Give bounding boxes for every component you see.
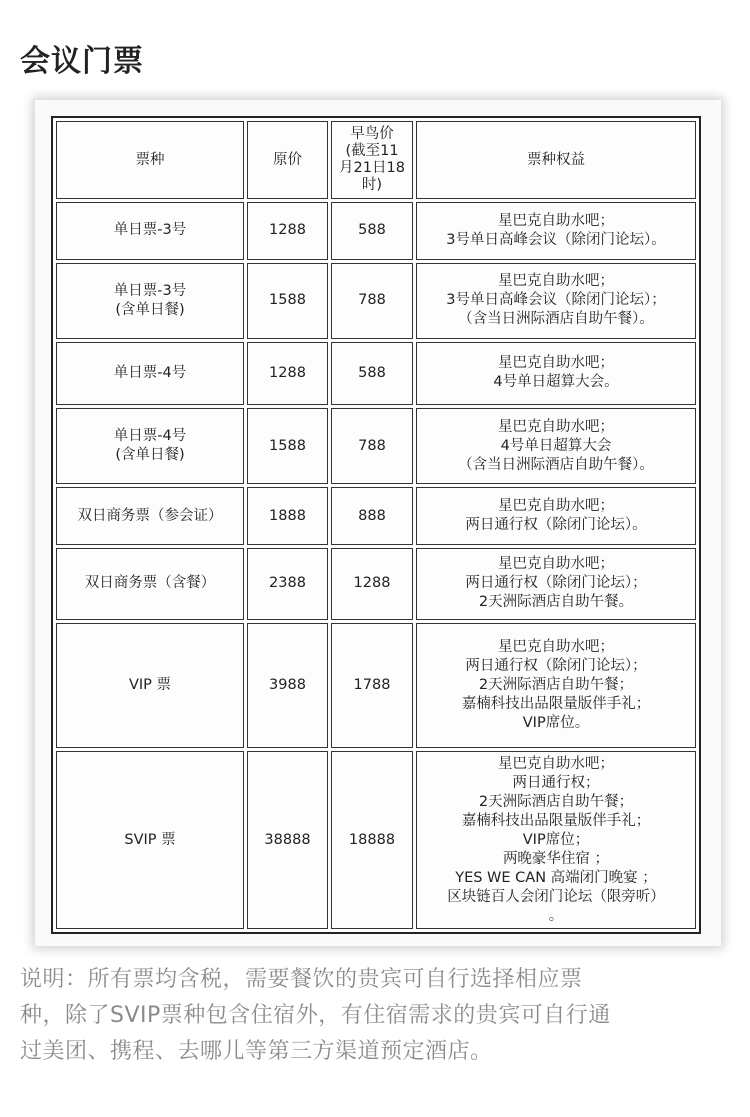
cell-benefits [416,263,696,339]
header-early-line: 早鸟价 [350,126,394,142]
benefit-line: 4号单日超算大会 [500,437,612,454]
benefit-line: 两日通行权（除闭门论坛）。 [465,517,647,534]
benefit-line: 2天洲际酒店自助午餐； [478,793,634,810]
cell-benefits [416,548,696,620]
ticket-table [51,116,701,934]
cell-benefits [416,408,696,484]
benefit-line: 区块链百人会闭门论坛（限旁听） [447,888,665,905]
benefit-line: YES WE CAN 高端闭门晚宴 ； [455,869,657,886]
page-title: 会议门票 [20,44,144,79]
cell-ticket-type [56,487,244,545]
ticket-type-line: 单日票-4号 [113,428,187,445]
cell-benefits [416,751,696,929]
table-row [56,623,696,748]
cell-original-price: 3988 [247,623,328,748]
cell-original-price: 1288 [247,202,328,260]
header-ticket-type: 票种 [56,121,244,199]
cell-original-price: 1288 [247,342,328,406]
table-row [56,342,696,406]
cell-early-bird-price: 1788 [331,623,413,748]
benefit-line: 2天洲际酒店自助午餐。 [478,594,634,611]
table-header-row [56,121,696,199]
ticket-type-line: 单日票-4号 [113,364,187,381]
header-early-line: 时) [361,177,383,193]
benefit-line: 星巴克自助水吧； [498,755,614,772]
benefit-line: 两日通行权（除闭门论坛）； [465,657,647,674]
ticket-type-line: SVIP 票 [124,831,176,848]
benefit-line: 。 [548,907,564,924]
benefit-line: 3号单日高峰会议（除闭门论坛）。 [446,231,666,248]
table-row [56,263,696,339]
cell-early-bird-price: 1288 [331,548,413,620]
cell-early-bird-price: 588 [331,202,413,260]
cell-ticket-type [56,408,244,484]
cell-ticket-type [56,751,244,929]
note-line: 过美团、携程、去哪儿等第三方渠道预定酒店。 [20,1039,493,1064]
benefit-line: 星巴克自助水吧； [498,556,614,573]
benefit-line: 3号单日高峰会议（除闭门论坛）； [446,292,666,309]
benefit-line: VIP席位； [522,831,590,848]
cell-original-price: 1588 [247,408,328,484]
cell-benefits [416,487,696,545]
benefit-line: 两晚豪华住宿 ； [502,850,610,867]
header-original-price: 原价 [247,121,328,199]
cell-benefits [416,202,696,260]
benefit-line: 星巴克自助水吧； [498,418,614,435]
cell-ticket-type [56,202,244,260]
benefit-line: 嘉楠科技出品限量版伴手礼； [461,812,651,829]
benefit-line: 星巴克自助水吧； [498,355,614,372]
header-benefits: 票种权益 [416,121,696,199]
ticket-type-line: (含单日餐) [115,301,185,318]
benefit-line: 星巴克自助水吧； [498,212,614,229]
cell-early-bird-price: 788 [331,408,413,484]
table-row [56,487,696,545]
cell-ticket-type [56,342,244,406]
cell-early-bird-price: 18888 [331,751,413,929]
table-row [56,202,696,260]
cell-early-bird-price: 588 [331,342,413,406]
cell-benefits [416,623,696,748]
benefit-line: 4号单日超算大会。 [493,374,619,391]
table-row [56,751,696,929]
note-text [20,962,735,1070]
benefit-line: （含当日洲际酒店自助午餐）。 [458,456,654,473]
cell-original-price: 2388 [247,548,328,620]
ticket-type-line: 双日商务票（含餐） [84,575,216,592]
header-early-line: 月21日18 [339,160,405,176]
ticket-type-line: 单日票-3号 [113,282,187,299]
benefit-line: 星巴克自助水吧； [498,638,614,655]
cell-original-price: 1588 [247,263,328,339]
ticket-type-line: 双日商务票（参会证） [77,507,223,524]
cell-early-bird-price: 788 [331,263,413,339]
note-line: 说明：所有票均含税，需要餐饮的贵宾可自行选择相应票 [20,967,583,992]
cell-ticket-type [56,623,244,748]
benefit-line: 两日通行权（除闭门论坛）； [465,575,647,592]
benefit-line: 2天洲际酒店自助午餐； [478,676,634,693]
benefit-line: （含当日洲际酒店自助午餐）。 [458,311,654,328]
table-row [56,408,696,484]
cell-ticket-type [56,548,244,620]
header-early-bird-price [331,121,413,199]
benefit-line: 两日通行权； [512,774,600,791]
cell-benefits [416,342,696,406]
cell-early-bird-price: 888 [331,487,413,545]
ticket-type-line: VIP 票 [128,676,172,693]
benefit-line: 星巴克自助水吧； [498,498,614,515]
ticket-type-line: 单日票-3号 [113,222,187,239]
ticket-table-image [35,100,721,946]
table-body [56,202,696,929]
cell-ticket-type [56,263,244,339]
ticket-type-line: (含单日餐) [115,447,185,464]
header-early-line: (截至11 [345,143,399,159]
benefit-line: 嘉楠科技出品限量版伴手礼； [461,695,651,712]
note-line: 种，除了SVIP票种包含住宿外，有住宿需求的贵宾可自行通 [20,1003,611,1028]
cell-original-price: 38888 [247,751,328,929]
cell-original-price: 1888 [247,487,328,545]
table-row [56,548,696,620]
benefit-line: 星巴克自助水吧； [498,273,614,290]
benefit-line: VIP席位。 [522,714,590,731]
